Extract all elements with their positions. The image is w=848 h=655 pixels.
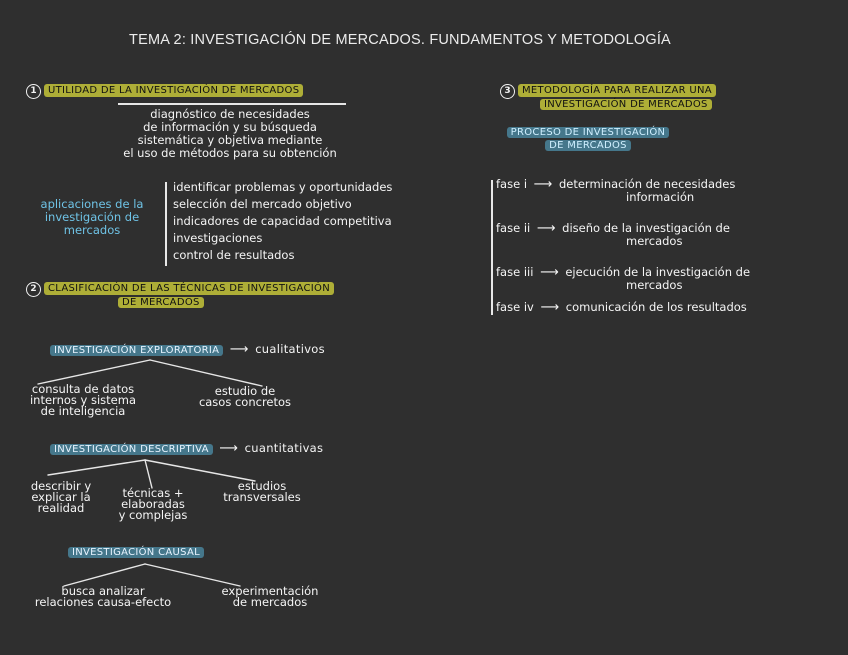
phase-label: fase ii [496,221,531,235]
process-subheading-line: PROCESO DE INVESTIGACIÓN [507,127,670,138]
process-subheading [488,126,688,152]
arrow-icon: ⟶ [540,300,560,315]
phase-item [496,301,796,314]
arrow-icon: ⟶ [533,177,553,192]
definition-line: de información y su búsqueda [143,120,317,134]
section-3-header [500,84,716,99]
connector-line [145,564,240,586]
application-item: investigaciones [173,231,263,245]
child-line: técnicas + [122,486,184,500]
child-line: realidad [37,501,85,515]
arrow-icon: ⟶ [229,342,249,357]
child-line: estudio de [214,384,276,398]
phase-label: fase iv [496,300,534,314]
child-line: busca analizar [61,584,145,598]
page-title: TEMA 2: INVESTIGACIÓN DE MERCADOS. FUNDAMENTOS Y METODOLOGÍA [129,32,671,48]
section-2-number: 2 [26,282,41,297]
causal-label: INVESTIGACIÓN CAUSAL [68,547,204,558]
child-line: transversales [223,490,301,504]
phase-text-cont: mercados [626,234,683,248]
child-line: elaboradas [121,497,185,511]
section-3-heading-cont [540,98,712,111]
phase-text: comunicación de los resultados [565,300,747,314]
phase-item [496,222,796,248]
application-item: identificar problemas y oportunidades [173,180,393,194]
phase-bracket-line [491,180,493,315]
child-line: de mercados [232,595,308,609]
section-2-heading-line2: DE MERCADOS [118,297,204,308]
section-1-heading: UTILIDAD DE LA INVESTIGACIÓN DE MERCADOS [44,84,303,97]
application-item: indicadores de capacidad competitiva [173,214,392,228]
child-line: estudios [237,479,287,493]
phase-text: determinación de necesidades [558,177,736,191]
child-line: y complejas [118,508,188,522]
phase-item [496,266,796,292]
applications-label-line: investigación de [44,210,140,224]
connector-line [64,564,145,586]
child-line: relaciones causa-efecto [34,595,172,609]
application-item: selección del mercado objetivo [173,197,352,211]
connector-line [145,460,255,481]
descriptiva-type: cuantitativas [244,441,324,455]
section-2-heading: CLASIFICACIÓN DE LAS TÉCNICAS DE INVESTIGACIÓN [44,282,334,295]
phase-label: fase iii [496,265,534,279]
section-1-number: 1 [26,84,41,99]
section-3-heading: METODOLOGÍA PARA REALIZAR UNA [518,84,716,97]
arrow-icon: ⟶ [540,265,559,280]
child-line: consulta de datos [31,382,135,396]
phase-item [496,178,796,204]
child-line: casos concretos [198,395,292,409]
connector-line [150,360,262,386]
phase-text-cont: información [626,190,695,204]
section-3-heading-line2: INVESTIGACIÓN DE MERCADOS [540,99,712,110]
connector-line [38,360,150,384]
phase-text: ejecución de la investigación de [565,265,751,279]
child-line: de inteligencia [40,404,126,418]
exploratoria-type: cualitativos [255,342,325,356]
exploratoria-label: INVESTIGACIÓN EXPLORATORIA [50,345,223,356]
phase-text: diseño de la investigación de [562,221,730,235]
process-subheading-line: DE MERCADOS [545,140,631,151]
applications-label-line: aplicaciones de la [40,197,144,211]
definition-line: el uso de métodos para su obtención [123,146,337,160]
arrow-icon: ⟶ [536,221,556,236]
application-item: control de resultados [173,248,295,262]
connector-line [48,460,145,475]
descriptiva-label: INVESTIGACIÓN DESCRIPTIVA [50,444,213,455]
child-line: internos y sistema [29,393,137,407]
arrow-icon: ⟶ [219,441,239,456]
child-line: explicar la [31,490,91,504]
connector-line [145,460,152,488]
definition-line: sistemática y objetiva mediante [137,133,323,147]
applications-label-line: mercados [63,223,121,237]
phase-label: fase i [496,177,528,191]
section-3-number: 3 [500,84,515,99]
child-line: describir y [30,479,92,493]
definition-line: diagnóstico de necesidades [150,107,310,121]
phase-text-cont: mercados [626,278,683,292]
child-line: experimentación [221,584,319,598]
